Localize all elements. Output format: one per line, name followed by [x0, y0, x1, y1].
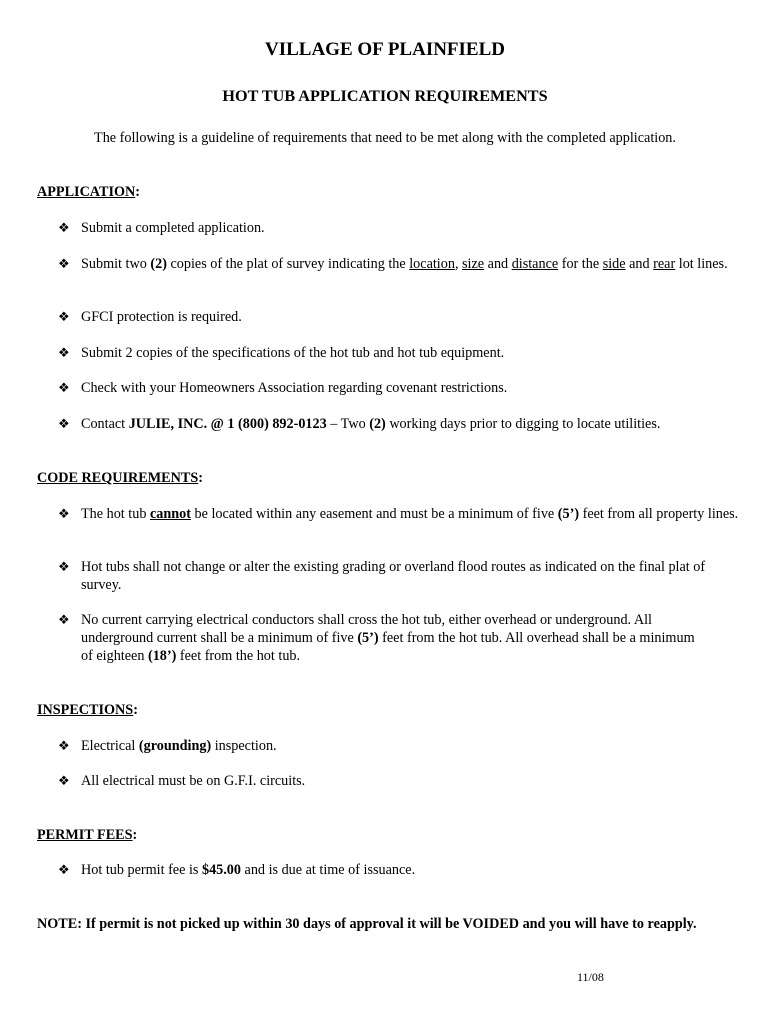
document-page: VILLAGE OF PLAINFIELD HOT TUB APPLICATION REQUIREMENTS The following is a guideline of requirements that need to be met along with the completed application. APPLICATION: ❖ Submit a completed application. ❖ Submit two (2) copies of the plat of survey indicating the location, size and distance for the side and rear lot lines. ❖ GFCI protection is required. ❖ Submit 2 copies of the specifications of the hot tub and hot tub equipment. ❖ Check with your Homeowners Association regarding covenant restrictions. ❖ Contact JULIE, INC. @ 1 (800) 892-0123 – Two (2) working days prior to digging to locate utilities. CODE REQUIREMENTS: ❖ The hot tub cannot be located within any easement and must be a minimum of five (5’) feet from all property lines. ❖ Hot tubs shall not change or alter the existing grading or overland flood routes as indicated on the final plat of survey. ❖ No current carrying electrical conductors shall cross the hot tub, either overhead or underground. All underground current shall be a minimum of five (5’) feet from the hot tub. All overhead shall be a minimum of eighteen (18’) feet from the hot tub. INSPECTIONS: ❖ Electrical (grounding) inspection. ❖ All electrical must be on G.F.I. circuits. PERMIT FEES: ❖ Hot tub permit fee is $45.00 and is due at time of issuance. NOTE: If permit is not picked up within 30 days of approval it will be VOIDED and you will have to reapply. 11/08	[0, 0, 770, 1024]
diamond-bullet-icon: ❖	[58, 380, 70, 395]
diamond-bullet-icon: ❖	[58, 345, 70, 360]
intro-text: The following is a guideline of requirements that need to be met along with the completed application.	[94, 130, 676, 146]
list-item-text: Hot tub permit fee is $45.00 and is due at time of issuance.	[81, 862, 416, 878]
list-item-text: No current carrying electrical conductors shall cross the hot tub, either overhead or underground. All underground current shall be a minimum of five (5’) feet from the hot tub. All overhead shall be a minimum of eighteen (18’) feet from the hot tub.	[81, 612, 695, 664]
list-item-text: Contact JULIE, INC. @ 1 (800) 892-0123 – Two (2) working days prior to digging to locate utilities.	[81, 416, 661, 432]
inspections-heading: INSPECTIONS:	[37, 702, 138, 718]
diamond-bullet-icon: ❖	[58, 559, 70, 574]
diamond-bullet-icon: ❖	[58, 416, 70, 431]
diamond-bullet-icon: ❖	[58, 506, 70, 521]
list-item-text: Electrical (grounding) inspection.	[81, 738, 277, 754]
diamond-bullet-icon: ❖	[58, 612, 70, 627]
diamond-bullet-icon: ❖	[58, 220, 70, 235]
list-item-text: The hot tub cannot be located within any easement and must be a minimum of five (5’) feet from all property lines.	[81, 506, 739, 522]
diamond-bullet-icon: ❖	[58, 256, 70, 271]
diamond-bullet-icon: ❖	[58, 738, 70, 753]
page-subtitle: HOT TUB APPLICATION REQUIREMENTS	[222, 87, 548, 105]
diamond-bullet-icon: ❖	[58, 309, 70, 324]
list-item-text: Submit two (2) copies of the plat of survey indicating the location, size and distance for the side and rear lot lines.	[81, 256, 728, 272]
revision-date: 11/08	[577, 970, 604, 984]
code-requirements-heading: CODE REQUIREMENTS:	[37, 470, 203, 486]
diamond-bullet-icon: ❖	[58, 862, 70, 877]
permit-fees-heading: PERMIT FEES:	[37, 827, 138, 843]
diamond-bullet-icon: ❖	[58, 773, 70, 788]
page-title: VILLAGE OF PLAINFIELD	[265, 39, 505, 60]
application-heading: APPLICATION:	[37, 184, 140, 200]
note-text: NOTE: If permit is not picked up within 30 days of approval it will be VOIDED and you will have to reapply.	[37, 916, 697, 932]
